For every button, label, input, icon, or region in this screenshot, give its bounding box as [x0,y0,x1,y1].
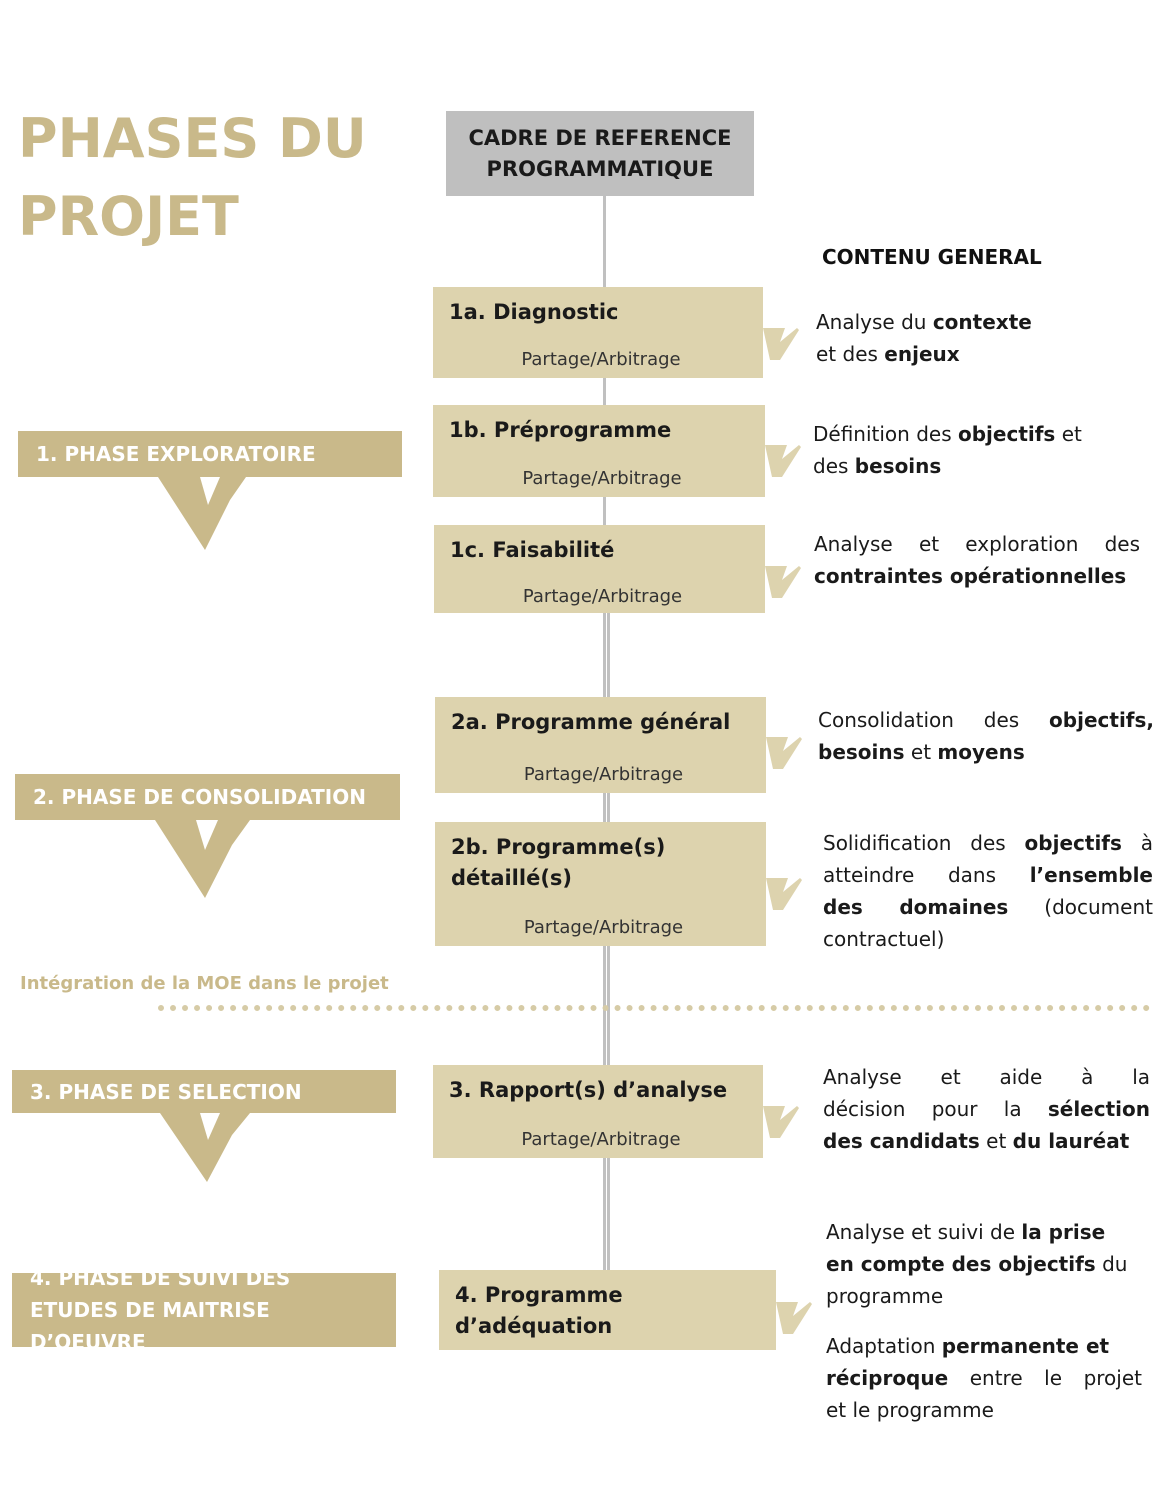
desc-3-text-3: et [979,1129,1013,1153]
stage-4-label: 4. Programme d’adéquation [455,1283,623,1338]
phase-1-chevron-icon [158,477,246,550]
desc-4a [826,1216,1142,1312]
desc-1a [816,306,1136,370]
desc-4b-text-1: Adaptation [826,1334,942,1358]
desc-2b [823,827,1153,955]
stage-1a-label: 1a. Diagnostic [449,300,619,324]
stage-3-label: 3. Rapport(s) d’analyse [449,1078,728,1102]
phase-4-label: 4. PHASE DE SUIVI DES ETUDES DE MAITRISE D’OEUVRE [30,1266,291,1354]
stage-1b-label: 1b. Préprogramme [449,418,672,442]
stage-3-sub: Partage/Arbitrage [521,1129,681,1150]
desc-4a-text-2: du [1095,1252,1128,1276]
desc-4a-text-1: Analyse et suivi de [826,1220,1022,1244]
desc-1c-text-1: Analyse et exploration des [814,532,1140,556]
desc-1b-text-2: et [1055,422,1082,446]
desc-2b-text-5: contractuel) [823,927,945,951]
desc-3-bold-1: sélection [1047,1097,1150,1121]
desc-4b-bold-2: réciproque [826,1366,949,1390]
content-header: CONTENU GENERAL [822,245,1042,269]
page-title: PHASES DU PROJET [18,107,367,248]
desc-2a-bold-3: moyens [937,740,1025,764]
desc-3 [823,1061,1150,1157]
stage-1a-sub: Partage/Arbitrage [521,349,681,370]
desc-2a-bold-2: besoins [818,740,905,764]
desc-4a-bold-2: en compte des objectifs [826,1252,1096,1276]
desc-2b-text-2: à [1121,831,1153,855]
desc-1c-bold-1: contraintes opérationnelles [814,564,1127,588]
desc-3-bold-2: des candidats [823,1129,980,1153]
desc-2b-bold-2: l’ensemble [1029,863,1153,887]
desc-1a-bold-1: contexte [932,310,1032,334]
desc-4b-text-2: entre le projet [948,1366,1142,1390]
desc-2a-text-2: et [904,740,938,764]
stage-1c-label: 1c. Faisabilité [450,538,615,562]
desc-2b-text-1: Solidification des [823,831,1025,855]
stage-2b-label: 2b. Programme(s) détaillé(s) [451,835,666,890]
desc-3-text-1: Analyse et aide à la [823,1065,1150,1089]
desc-1a-text-1: Analyse du [816,310,933,334]
stage-2b-sub: Partage/Arbitrage [523,917,684,938]
desc-3-text-2: décision pour la [823,1097,1048,1121]
desc-2a [818,704,1154,768]
moe-integration-divider [158,1005,1150,1011]
desc-2a-text-1: Consolidation des [818,708,1050,732]
desc-2b-text-3: atteindre dans [823,863,1030,887]
phase-3-label: 3. PHASE DE SELECTION [30,1079,302,1104]
desc-4b [826,1330,1142,1426]
desc-4a-text-3: programme [826,1284,944,1308]
stage-1b-sub: Partage/Arbitrage [522,468,682,489]
desc-4b-bold-1: permanente et [941,1334,1110,1358]
desc-1b-text-3: des [813,454,855,478]
desc-1a-text-2: et des [816,342,885,366]
stage-1c-sub: Partage/Arbitrage [522,586,683,607]
desc-2b-bold-3: des domaines [823,895,1009,919]
desc-1b-bold-2: besoins [854,454,942,478]
desc-3-bold-3: du lauréat [1012,1129,1130,1153]
desc-4b-text-3: et le programme [826,1398,994,1422]
stage-2a-label: 2a. Programme général [451,710,731,734]
desc-1b [813,418,1143,482]
phase-1-label: 1. PHASE EXPLORATOIRE [36,442,316,466]
desc-1b-text-1: Définition des [813,422,958,446]
stage-2a-sub: Partage/Arbitrage [523,764,684,785]
desc-1c [814,528,1140,592]
desc-1b-bold-1: objectifs [957,422,1056,446]
phase-2-label: 2. PHASE DE CONSOLIDATION [33,785,366,809]
desc-2b-text-4: (document [1008,895,1153,919]
desc-2b-bold-1: objectifs [1024,831,1122,855]
moe-integration-label: Intégration de la MOE dans le projet [20,973,389,994]
desc-2a-bold-1: objectifs, [1049,708,1154,732]
cadre-reference-label: CADRE DE REFERENCE PROGRAMMATIQUE [468,125,732,181]
desc-4a-bold-1: la prise [1021,1220,1106,1244]
desc-1a-bold-2: enjeux [884,342,960,366]
